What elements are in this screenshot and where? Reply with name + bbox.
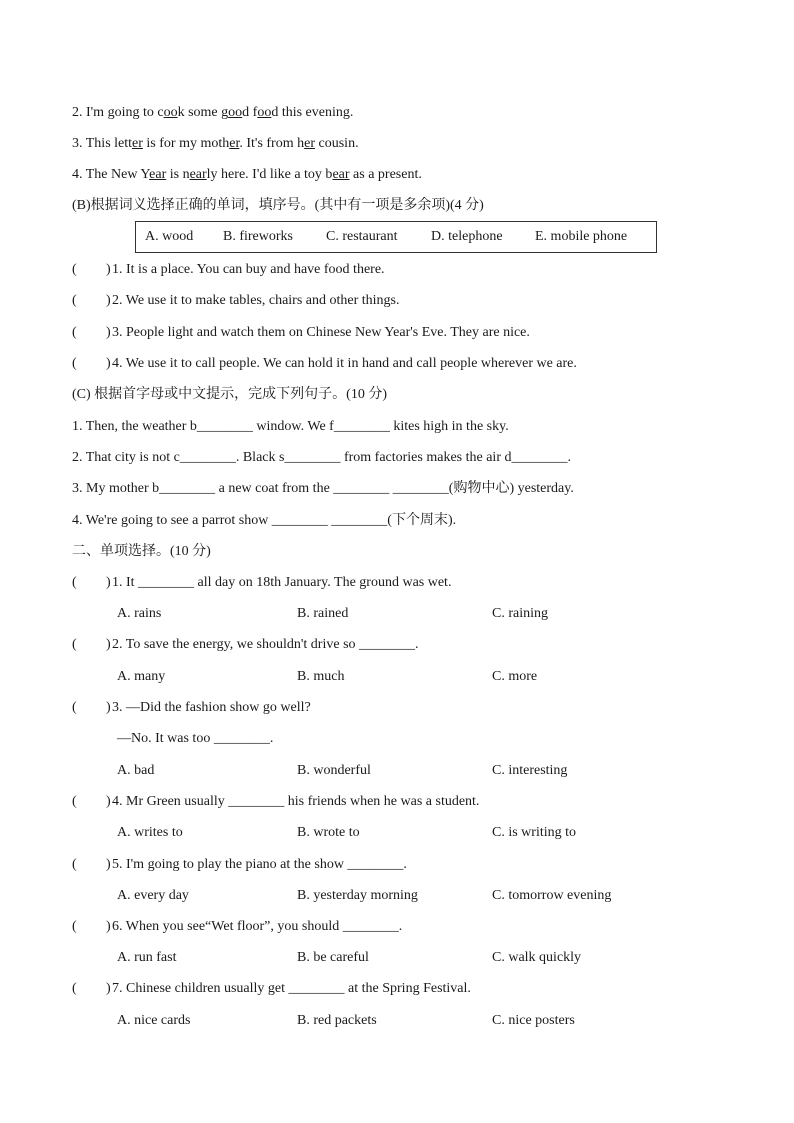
answer-blank[interactable] bbox=[72, 636, 111, 654]
paren: ) bbox=[106, 575, 111, 590]
part-b-heading: (B)根据词义选择正确的单词，填序号。(其中有一项是多余项)(4 分) bbox=[72, 198, 484, 213]
underlined-letters: er bbox=[132, 136, 143, 151]
paren: ) bbox=[106, 794, 111, 809]
paren: ) bbox=[106, 700, 111, 715]
answer-blank[interactable] bbox=[72, 574, 111, 592]
underlined-letters: ear bbox=[332, 167, 350, 182]
underlined-letters: ear bbox=[189, 167, 207, 182]
word-option: E. mobile phone bbox=[535, 229, 628, 244]
word-option: C. restaurant bbox=[326, 229, 398, 244]
option-a[interactable]: A. many bbox=[117, 669, 166, 684]
word-option: B. fireworks bbox=[223, 229, 293, 244]
paren: ) bbox=[106, 637, 111, 652]
part-a-line-4 bbox=[72, 166, 422, 184]
text: k some g bbox=[177, 105, 229, 120]
part-b-question: 2. We use it to make tables, chairs and other things. bbox=[112, 293, 400, 308]
word-option: A. wood bbox=[145, 229, 194, 244]
underlined-letters: oo bbox=[257, 105, 272, 120]
answer-blank[interactable] bbox=[72, 793, 111, 811]
paren: ( bbox=[72, 637, 77, 652]
text: as a present. bbox=[349, 167, 422, 182]
text: cousin. bbox=[315, 136, 359, 151]
text: is for my moth bbox=[142, 136, 230, 151]
paren: ( bbox=[72, 919, 77, 934]
option-c[interactable]: C. tomorrow evening bbox=[492, 888, 612, 903]
underlined-letters: oo bbox=[163, 105, 178, 120]
part-c-heading: (C) 根据首字母或中文提示，完成下列句子。(10 分) bbox=[72, 387, 387, 402]
text: . It's from h bbox=[239, 136, 305, 151]
mc-question: 7. Chinese children usually get ________ at the Spring Festival. bbox=[112, 981, 471, 996]
part-c-sentence: 4. We're going to see a parrot show ________ ________(下个周末). bbox=[72, 513, 457, 528]
part-b-question: 1. It is a place. You can buy and have food there. bbox=[112, 262, 385, 277]
paren: ( bbox=[72, 356, 77, 371]
option-c[interactable]: C. more bbox=[492, 669, 538, 684]
paren: ) bbox=[106, 262, 111, 277]
option-b[interactable]: B. be careful bbox=[297, 950, 369, 965]
mc-question: 6. When you see“Wet floor”, you should ________. bbox=[112, 919, 403, 934]
text: d f bbox=[242, 105, 258, 120]
paren: ( bbox=[72, 794, 77, 809]
option-c[interactable]: C. raining bbox=[492, 606, 548, 621]
paren: ) bbox=[106, 857, 111, 872]
part-a-line-3 bbox=[72, 135, 359, 153]
answer-blank[interactable] bbox=[72, 261, 111, 279]
mc-question: 5. I'm going to play the piano at the show ________. bbox=[112, 857, 407, 872]
answer-blank[interactable] bbox=[72, 856, 111, 874]
option-b[interactable]: B. much bbox=[297, 669, 345, 684]
paren: ) bbox=[106, 293, 111, 308]
option-b[interactable]: B. wrote to bbox=[297, 825, 360, 840]
text: ly here. I'd like a toy b bbox=[206, 167, 333, 182]
text: 4. The New Y bbox=[72, 167, 150, 182]
underlined-letters: er bbox=[229, 136, 240, 151]
word-bank-box bbox=[135, 221, 657, 253]
underlined-letters: ear bbox=[149, 167, 167, 182]
text: d this evening. bbox=[271, 105, 354, 120]
part-c-sentence: 3. My mother b________ a new coat from the ________ ________(购物中心) yesterday. bbox=[72, 481, 574, 496]
answer-blank[interactable] bbox=[72, 292, 111, 310]
mc-question: 3. —Did the fashion show go well? bbox=[112, 700, 311, 715]
paren: ( bbox=[72, 325, 77, 340]
mc-question: 2. To save the energy, we shouldn't drive so ________. bbox=[112, 637, 419, 652]
option-b[interactable]: B. wonderful bbox=[297, 763, 371, 778]
part-c-sentence: 1. Then, the weather b________ window. We f________ kites high in the sky. bbox=[72, 419, 509, 434]
paren: ( bbox=[72, 575, 77, 590]
paren: ) bbox=[106, 325, 111, 340]
underlined-letters: oo bbox=[228, 105, 243, 120]
option-a[interactable]: A. bad bbox=[117, 763, 155, 778]
part-c-sentence: 2. That city is not c________. Black s________ from factories makes the air d________. bbox=[72, 450, 571, 465]
answer-blank[interactable] bbox=[72, 324, 111, 342]
paren: ) bbox=[106, 919, 111, 934]
paren: ( bbox=[72, 700, 77, 715]
text: is n bbox=[166, 167, 190, 182]
section-2-heading: 二、单项选择。(10 分) bbox=[72, 544, 211, 559]
option-a[interactable]: A. every day bbox=[117, 888, 189, 903]
answer-blank[interactable] bbox=[72, 699, 111, 717]
option-c[interactable]: C. nice posters bbox=[492, 1013, 575, 1028]
mc-question-reply: —No. It was too ________. bbox=[117, 731, 274, 746]
paren: ) bbox=[106, 356, 111, 371]
part-b-question: 3. People light and watch them on Chinese New Year's Eve. They are nice. bbox=[112, 325, 530, 340]
paren: ) bbox=[106, 981, 111, 996]
answer-blank[interactable] bbox=[72, 980, 111, 998]
option-b[interactable]: B. red packets bbox=[297, 1013, 377, 1028]
option-a[interactable]: A. nice cards bbox=[117, 1013, 191, 1028]
word-option: D. telephone bbox=[431, 229, 503, 244]
option-a[interactable]: A. run fast bbox=[117, 950, 177, 965]
part-a-line-2 bbox=[72, 104, 353, 122]
answer-blank[interactable] bbox=[72, 918, 111, 936]
option-c[interactable]: C. walk quickly bbox=[492, 950, 582, 965]
option-c[interactable]: C. is writing to bbox=[492, 825, 577, 840]
mc-question: 4. Mr Green usually ________ his friends when he was a student. bbox=[112, 794, 480, 809]
paren: ( bbox=[72, 981, 77, 996]
option-b[interactable]: B. rained bbox=[297, 606, 349, 621]
text: 3. This lett bbox=[72, 136, 133, 151]
paren: ( bbox=[72, 293, 77, 308]
option-b[interactable]: B. yesterday morning bbox=[297, 888, 418, 903]
underlined-letters: er bbox=[304, 136, 316, 151]
text: 2. I'm going to c bbox=[72, 105, 164, 120]
mc-question: 1. It ________ all day on 18th January. The ground was wet. bbox=[112, 575, 452, 590]
option-a[interactable]: A. rains bbox=[117, 606, 162, 621]
part-b-question: 4. We use it to call people. We can hold it in hand and call people wherever we are. bbox=[112, 356, 577, 371]
answer-blank[interactable] bbox=[72, 355, 111, 373]
paren: ( bbox=[72, 262, 77, 277]
option-a[interactable]: A. writes to bbox=[117, 825, 183, 840]
option-c[interactable]: C. interesting bbox=[492, 763, 568, 778]
paren: ( bbox=[72, 857, 77, 872]
